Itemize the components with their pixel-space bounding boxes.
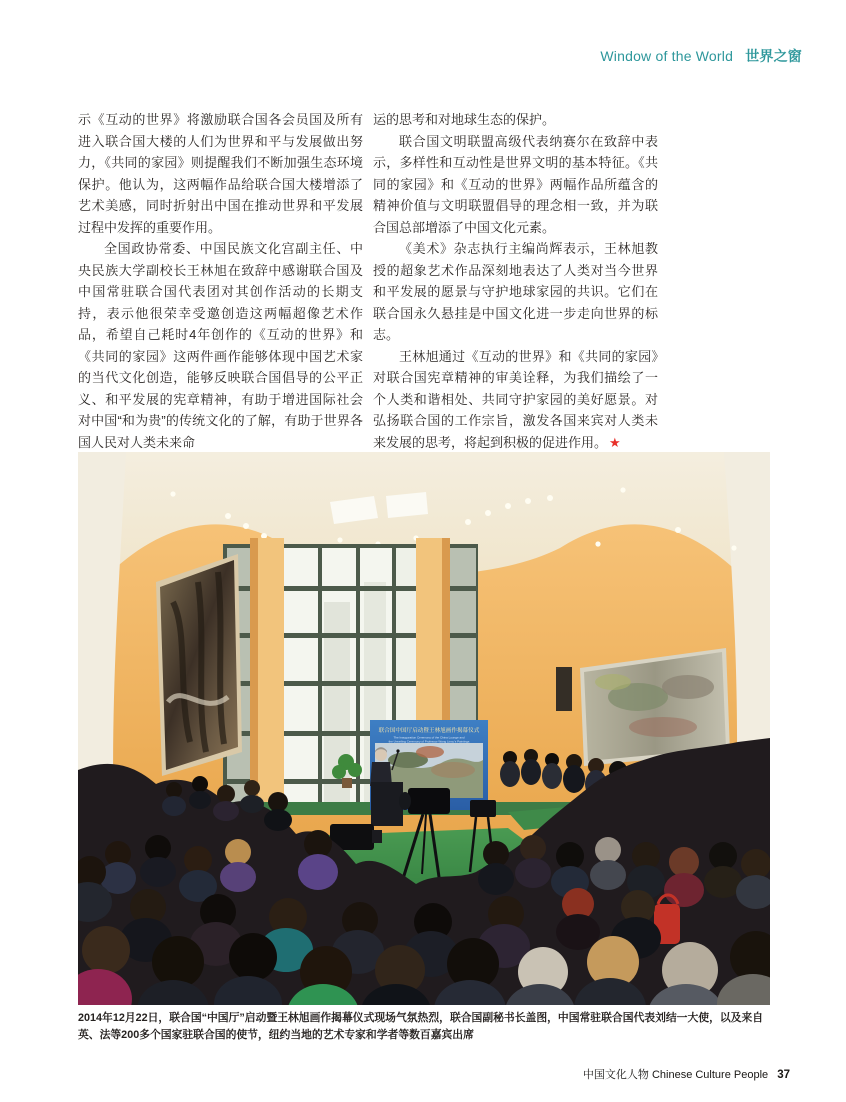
- footer-magazine-en: Chinese Culture People: [651, 1069, 769, 1081]
- banner-subtitle-1: The Inauguration Ceremony of the China Lounge and: [393, 735, 465, 740]
- page-footer: [583, 1066, 790, 1082]
- left-tapestry-painting: [156, 554, 242, 776]
- article-column-left: [78, 109, 363, 453]
- end-of-article-star-icon: ★: [609, 434, 621, 450]
- footer-magazine-zh: 中国文化人物: [582, 1069, 649, 1081]
- paragraph: 运的思考和对地球生态的保护。: [373, 112, 556, 127]
- paragraph: [373, 346, 658, 454]
- running-head-en: Window of the World: [600, 48, 734, 64]
- photo-caption: 2014年12月22日，联合国“中国厅”启动暨王林旭画作揭幕仪式现场气氛热烈，联合国副秘书长盖图，中国常驻联合国代表刘结一大使，以及来自英、法等200多个国家驻联合国的使节，纽约当地的艺术专家和学者等数百嘉宾出席: [78, 1012, 764, 1041]
- article-column-right: [373, 109, 658, 453]
- event-photo-art: [78, 452, 770, 1005]
- banner-subtitle-2: the Unveiling Ceremony of Professor Wang Linxu's Paintings: [388, 739, 470, 744]
- wall-panel: [556, 667, 572, 711]
- footer-page-number: 37: [777, 1069, 790, 1081]
- paragraph: 全国政协常委、中国民族文化宫副主任、中央民族大学副校长王林旭在致辞中感谢联合国及中国常驻联合国代表团对其创作活动的长期支持，表示他很荣幸受邀创造这两幅超像艺术作品，希望自己耗时4年创作的《互动的世界》和《共同的家园》这两件画作能够体现中国艺术家的当代文化创造，能够反映联合国倡导的公平正义、和平发展的宪章精神，有助于增进国际社会对中国“和为贵”的传统文化的了解，有助于世界各国人民对人类未来命: [78, 241, 363, 450]
- running-head: [600, 46, 802, 66]
- article-body: [78, 109, 658, 453]
- event-photo: [78, 452, 770, 1005]
- banner-title: 联合国中国厅启动暨王林旭画作揭幕仪式: [378, 728, 480, 734]
- paragraph: 示《互动的世界》将激励联合国各会员国及所有进入联合国大楼的人们为世界和平与发展做出努力，《共同的家园》则提醒我们不断加强生态环境保护。他认为，这两幅作品给联合国大楼增添了艺术美感，同时折射出中国在推动世界和平发展过程中发挥的重要作用。: [78, 112, 363, 235]
- paragraph: 联合国文明联盟高级代表纳赛尔在致辞中表示，多样性和互动性是世界文明的基本特征。《共同的家园》和《互动的世界》两幅作品所蕴含的精神价值与文明联盟倡导的理念相一致，并为联合国总部增添了中国文化元素。: [373, 133, 658, 235]
- running-head-zh: 世界之窗: [745, 48, 802, 64]
- paragraph-text: 王林旭通过《互动的世界》和《共同的家园》对联合国宪章精神的审美诠释，为我们描绘了一个人类和谐相处、共同守护家园的美好愿景。对弘扬联合国的工作宗旨，激发各国来宾对人类未来发展的思考，将起到积极的促进作用。: [373, 348, 658, 450]
- paragraph: 《美术》杂志执行主编尚辉表示，王林旭教授的超象艺术作品深刻地表达了人类对当今世界和平发展的愿景与守护地球家园的共识。它们在联合国永久悬挂是中国文化进一步走向世界的标志。: [373, 241, 658, 342]
